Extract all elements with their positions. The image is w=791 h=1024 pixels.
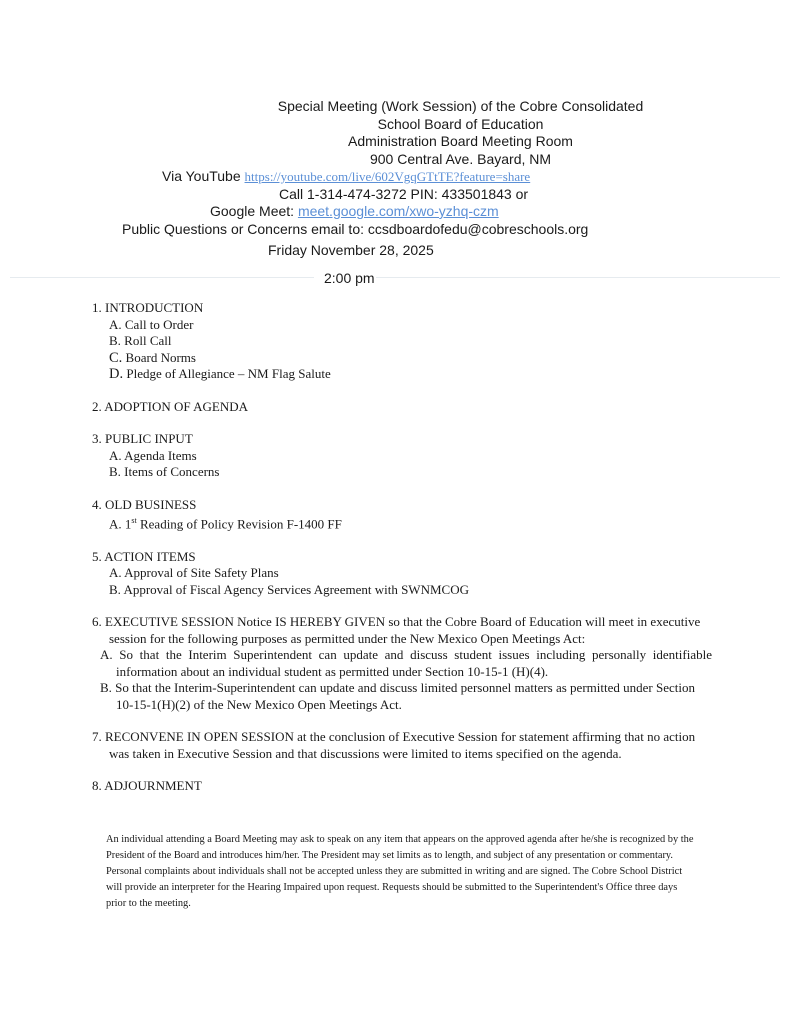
google-meet-line (0, 203, 791, 221)
meeting-address: 900 Central Ave. Bayard, NM (369, 150, 552, 167)
agenda (92, 300, 712, 811)
agenda-item (92, 366, 712, 383)
meeting-time: 2:00 pm (324, 270, 375, 286)
agenda-item: B. So that the Interim-Superintendent can update and discuss limited personnel matters as permitted under Section 10-15-1(H)(2) of the New Mexico Open Meetings Act. (100, 680, 695, 712)
agenda-section-adjournment (92, 778, 712, 795)
section-intro: 6. EXECUTIVE SESSION Notice IS HEREBY GIVEN so that the Cobre Board of Education will meet in executive (92, 614, 701, 630)
meeting-header (0, 98, 791, 238)
youtube-line (0, 168, 791, 186)
item-text: Reading of Policy Revision F-1400 FF (136, 516, 342, 532)
item-prefix: A. 1 (109, 516, 132, 532)
meeting-room: Administration Board Meeting Room (348, 133, 573, 149)
ordinal-suffix: st (131, 516, 137, 525)
agenda-section-action-items (92, 549, 712, 599)
agenda-item (92, 350, 712, 367)
meeting-date: Friday November 28, 2025 (268, 242, 434, 258)
section-intro-cont: session for the following purposes as permitted under the New Mexico Open Meetings Act: (109, 630, 586, 646)
agenda-section-public-input (92, 431, 712, 481)
agenda-item: B. Items of Concerns (109, 464, 220, 479)
agenda-section-introduction (92, 300, 712, 383)
agenda-item (92, 513, 712, 533)
section-title: 3. PUBLIC INPUT (92, 431, 193, 446)
item-letter: C. (109, 349, 123, 366)
item-text: Pledge of Allegiance – NM Flag Salute (123, 366, 331, 381)
section-title: 4. OLD BUSINESS (92, 496, 197, 512)
item-text: Board Norms (122, 349, 196, 365)
agenda-item: A. So that the Interim Superintendent can update and discuss student issues including personally identifiable information about an individual student as permitted under Section 10-15-1 (H)(4). (100, 647, 712, 679)
section-title: 5. ACTION ITEMS (92, 548, 196, 564)
email-line: Public Questions or Concerns email to: ccsdboardofedu@cobreschools.org (122, 220, 589, 237)
agenda-item: A. Approval of Site Safety Plans (109, 565, 279, 581)
footer-notice: An individual attending a Board Meeting may ask to speak on any item that appears on the approved agenda after he/she is recognized by the President of the Board and introduces him/her. The President may set limits as to length, and subject of any presentation or commentary. Personal complaints about individuals shall not be accepted unless they are submitted in writing and are signed. The Cobre School District will provide an interpreter for the Hearing Impaired upon request. Requests should be submitted to the Superintendent's Office three days prior to the meeting. (106, 834, 694, 909)
item-letter: D. (109, 366, 124, 382)
agenda-section-old-business (92, 497, 712, 533)
board-name: School Board of Education (377, 115, 544, 132)
section-title: 1. INTRODUCTION (92, 300, 204, 315)
agenda-item: A. Call to Order (109, 316, 194, 332)
meeting-title: Special Meeting (Work Session) of the Cobre Consolidated (277, 98, 644, 114)
agenda-section-executive-session (92, 614, 712, 713)
section-intro: 7. RECONVENE IN OPEN SESSION at the conclusion of Executive Session for statement affirming that no action (92, 729, 696, 745)
google-meet-link[interactable]: meet.google.com/xwo-yzhq-czm (297, 203, 499, 219)
agenda-item: A. Agenda Items (109, 447, 197, 463)
agenda-item: B. Approval of Fiscal Agency Services Agreement with SWNMCOG (109, 581, 469, 597)
youtube-prefix: Via YouTube (162, 168, 245, 184)
section-title: 8. ADJOURNMENT (92, 778, 202, 794)
youtube-link[interactable]: https://youtube.com/live/602VgqGTtTE?feature=share (244, 169, 531, 184)
section-title: 2. ADOPTION OF AGENDA (92, 398, 249, 414)
agenda-section-reconvene (92, 729, 712, 762)
divider (10, 277, 780, 278)
google-meet-prefix: Google Meet: (210, 203, 298, 219)
agenda-item: B. Roll Call (109, 333, 172, 348)
section-intro-cont: was taken in Executive Session and that discussions were limited to items specified on the agenda. (109, 745, 622, 761)
agenda-section-adoption (92, 399, 712, 416)
phone-line: Call 1-314-474-3272 PIN: 433501843 or (279, 185, 529, 202)
